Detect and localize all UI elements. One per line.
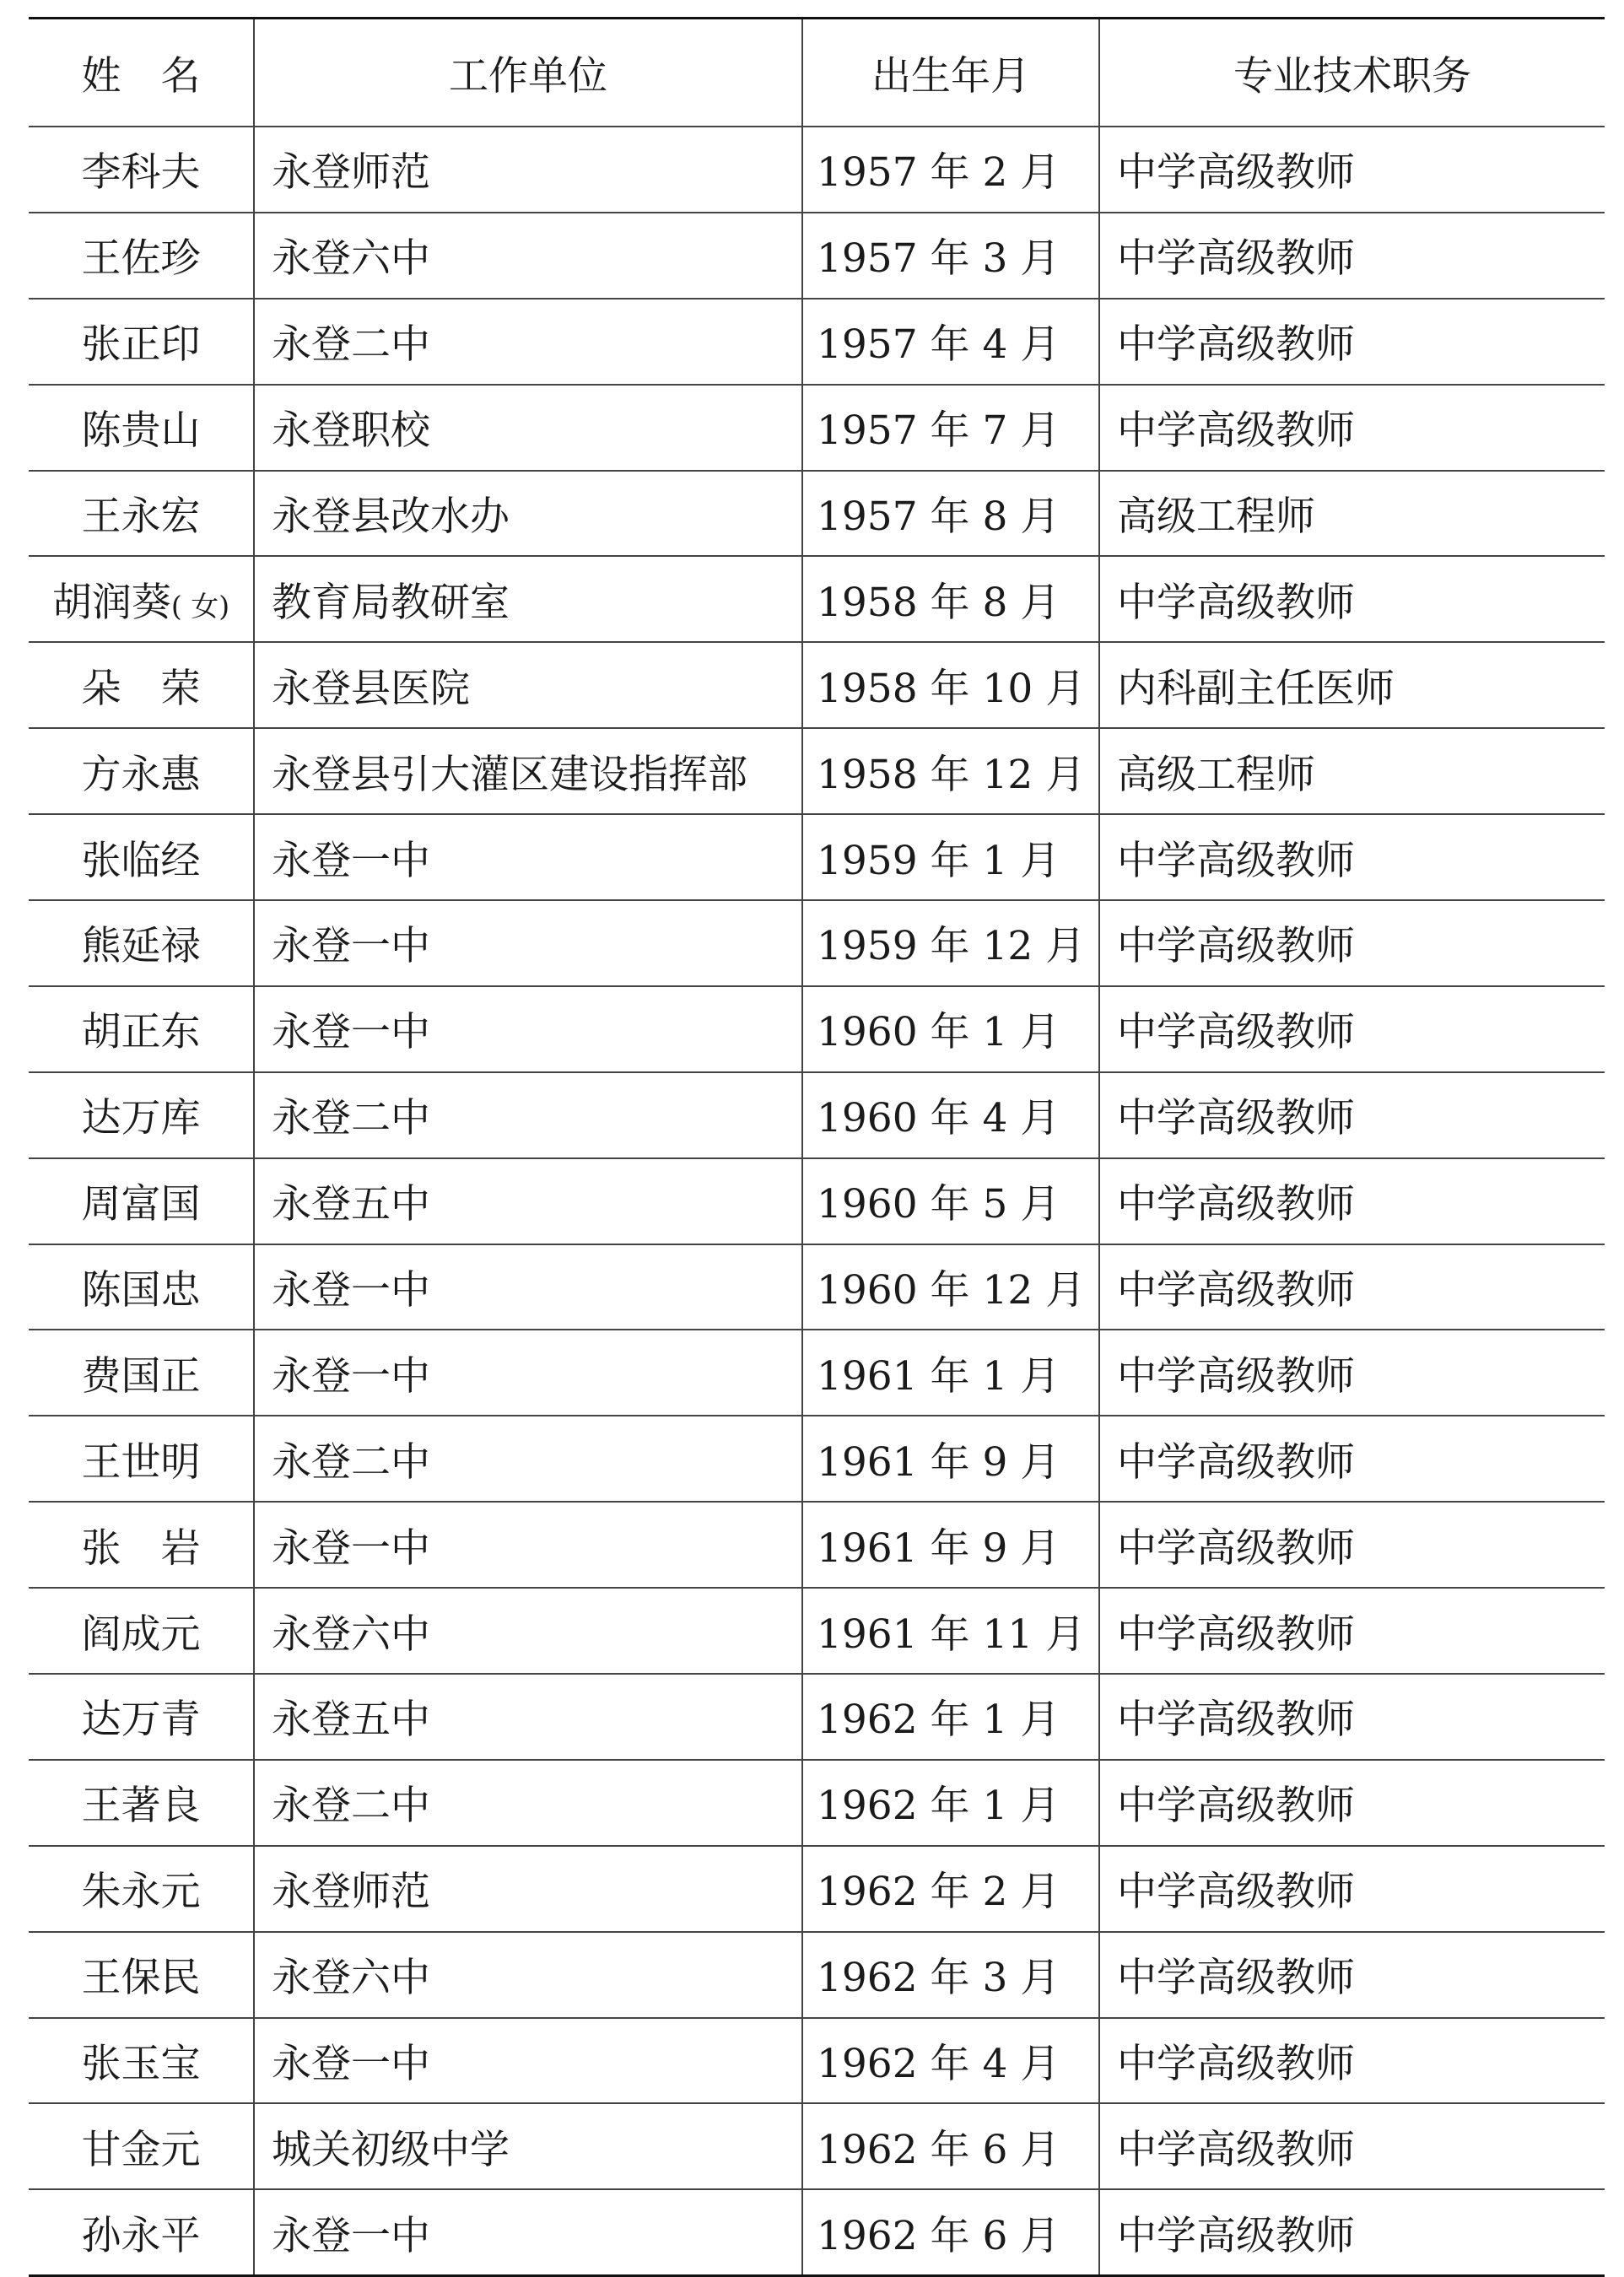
- person-name: 陈贵山: [81, 407, 201, 455]
- cell-birth-date: 1958 年 8 月: [802, 556, 1099, 642]
- cell-name: [29, 642, 254, 728]
- cell-name: [29, 1588, 254, 1674]
- cell-professional-title: 中学高级教师: [1099, 1846, 1605, 1932]
- cell-professional-title: 中学高级教师: [1099, 1072, 1605, 1158]
- table-row: [29, 986, 1605, 1072]
- cell-work-unit: 永登一中: [254, 2018, 802, 2104]
- cell-professional-title: 中学高级教师: [1099, 385, 1605, 471]
- table-row: [29, 213, 1605, 299]
- cell-name: [29, 2189, 254, 2275]
- cell-birth-date: 1957 年 7 月: [802, 385, 1099, 471]
- cell-name: [29, 1932, 254, 2018]
- cell-work-unit: 永登一中: [254, 1502, 802, 1588]
- cell-name: [29, 814, 254, 900]
- header-work-unit: 工作单位: [254, 19, 802, 127]
- cell-birth-date: 1957 年 3 月: [802, 213, 1099, 299]
- table-row: [29, 1588, 1605, 1674]
- cell-name: [29, 1244, 254, 1330]
- cell-birth-date: 1960 年 4 月: [802, 1072, 1099, 1158]
- cell-name: [29, 385, 254, 471]
- person-name: 王著良: [81, 1783, 201, 1830]
- table-row: [29, 1932, 1605, 2018]
- cell-birth-date: 1962 年 6 月: [802, 2189, 1099, 2275]
- person-name: 陈国忠: [81, 1267, 201, 1314]
- cell-name: [29, 986, 254, 1072]
- cell-work-unit: 永登一中: [254, 1244, 802, 1330]
- cell-name: [29, 728, 254, 814]
- person-name: 王保民: [81, 1955, 201, 2002]
- personnel-table: [29, 17, 1605, 2277]
- cell-name: [29, 471, 254, 557]
- cell-birth-date: 1960 年 1 月: [802, 986, 1099, 1072]
- cell-professional-title: 中学高级教师: [1099, 556, 1605, 642]
- cell-work-unit: 永登二中: [254, 1760, 802, 1846]
- cell-work-unit: 永登县医院: [254, 642, 802, 728]
- cell-professional-title: 中学高级教师: [1099, 1502, 1605, 1588]
- cell-professional-title: 中学高级教师: [1099, 900, 1605, 986]
- cell-professional-title: 中学高级教师: [1099, 986, 1605, 1072]
- cell-professional-title: 中学高级教师: [1099, 213, 1605, 299]
- cell-birth-date: 1960 年 12 月: [802, 1244, 1099, 1330]
- person-name: 朵 荣: [81, 665, 201, 712]
- cell-work-unit: 城关初级中学: [254, 2103, 802, 2189]
- cell-birth-date: 1962 年 3 月: [802, 1932, 1099, 2018]
- person-name: 方永惠: [81, 751, 201, 798]
- table-row: [29, 2103, 1605, 2189]
- person-name: 张玉宝: [81, 2041, 201, 2088]
- cell-work-unit: 永登五中: [254, 1158, 802, 1244]
- table-row: [29, 1072, 1605, 1158]
- cell-professional-title: 中学高级教师: [1099, 2103, 1605, 2189]
- person-name: 甘金元: [81, 2126, 201, 2173]
- person-name: 张 岩: [81, 1524, 201, 1572]
- table-row: [29, 1416, 1605, 1502]
- table-row: [29, 1502, 1605, 1588]
- cell-name: [29, 1846, 254, 1932]
- cell-birth-date: 1961 年 1 月: [802, 1330, 1099, 1416]
- table-row: [29, 385, 1605, 471]
- cell-work-unit: 教育局教研室: [254, 556, 802, 642]
- cell-professional-title: 中学高级教师: [1099, 1244, 1605, 1330]
- cell-name: [29, 1330, 254, 1416]
- cell-birth-date: 1962 年 6 月: [802, 2103, 1099, 2189]
- cell-work-unit: 永登二中: [254, 1072, 802, 1158]
- cell-birth-date: 1961 年 11 月: [802, 1588, 1099, 1674]
- cell-name: [29, 1158, 254, 1244]
- cell-name: [29, 213, 254, 299]
- cell-birth-date: 1962 年 4 月: [802, 2018, 1099, 2104]
- table-row: [29, 2018, 1605, 2104]
- table-row: [29, 642, 1605, 728]
- person-name: 张正印: [81, 321, 201, 369]
- table-row: [29, 1760, 1605, 1846]
- header-professional-title: 专业技术职务: [1099, 19, 1605, 127]
- cell-birth-date: 1962 年 1 月: [802, 1674, 1099, 1760]
- table-row: [29, 1244, 1605, 1330]
- person-name: 胡润葵: [51, 579, 171, 626]
- cell-birth-date: 1962 年 1 月: [802, 1760, 1099, 1846]
- cell-work-unit: 永登县引大灌区建设指挥部: [254, 728, 802, 814]
- cell-professional-title: 中学高级教师: [1099, 1158, 1605, 1244]
- person-name: 费国正: [81, 1352, 201, 1400]
- cell-professional-title: 中学高级教师: [1099, 814, 1605, 900]
- cell-birth-date: 1958 年 12 月: [802, 728, 1099, 814]
- table-row: [29, 728, 1605, 814]
- cell-work-unit: 永登六中: [254, 213, 802, 299]
- cell-name: [29, 2103, 254, 2189]
- table-row: [29, 556, 1605, 642]
- cell-professional-title: 中学高级教师: [1099, 1674, 1605, 1760]
- cell-name: [29, 1760, 254, 1846]
- person-name: 周富国: [81, 1181, 201, 1228]
- cell-work-unit: 永登六中: [254, 1588, 802, 1674]
- header-name: 姓 名: [29, 19, 254, 127]
- cell-professional-title: 中学高级教师: [1099, 1932, 1605, 2018]
- cell-work-unit: 永登一中: [254, 814, 802, 900]
- cell-work-unit: 永登一中: [254, 1330, 802, 1416]
- cell-name: [29, 299, 254, 385]
- cell-work-unit: 永登师范: [254, 1846, 802, 1932]
- cell-professional-title: 中学高级教师: [1099, 299, 1605, 385]
- person-name: 胡正东: [81, 1009, 201, 1056]
- person-name: 王世明: [81, 1438, 201, 1486]
- table-row: [29, 1330, 1605, 1416]
- cell-name: [29, 1416, 254, 1502]
- table-row: [29, 299, 1605, 385]
- person-name: 王永宏: [81, 494, 201, 540]
- cell-work-unit: 永登二中: [254, 1416, 802, 1502]
- header-birth-date: 出生年月: [802, 19, 1099, 127]
- person-name: 孙永平: [81, 2212, 201, 2259]
- header-row: [29, 19, 1605, 127]
- cell-birth-date: 1961 年 9 月: [802, 1502, 1099, 1588]
- table-row: [29, 1674, 1605, 1760]
- cell-name: [29, 1674, 254, 1760]
- cell-birth-date: 1957 年 2 月: [802, 127, 1099, 213]
- cell-name: [29, 127, 254, 213]
- table-row: [29, 127, 1605, 213]
- cell-birth-date: 1957 年 8 月: [802, 471, 1099, 557]
- table-row: [29, 2189, 1605, 2275]
- cell-work-unit: 永登五中: [254, 1674, 802, 1760]
- cell-name: [29, 556, 254, 642]
- gender-note: ( 女): [170, 589, 230, 623]
- table-row: [29, 1158, 1605, 1244]
- table-header: [29, 19, 1605, 127]
- cell-work-unit: 永登师范: [254, 127, 802, 213]
- cell-birth-date: 1957 年 4 月: [802, 299, 1099, 385]
- person-name: 李科夫: [81, 149, 201, 197]
- cell-professional-title: 中学高级教师: [1099, 2018, 1605, 2104]
- table-row: [29, 471, 1605, 557]
- person-name: 王佐珍: [81, 235, 201, 283]
- cell-work-unit: 永登职校: [254, 385, 802, 471]
- cell-birth-date: 1958 年 10 月: [802, 642, 1099, 728]
- table-row: [29, 814, 1605, 900]
- cell-work-unit: 永登一中: [254, 900, 802, 986]
- cell-professional-title: 中学高级教师: [1099, 1588, 1605, 1674]
- cell-birth-date: 1959 年 12 月: [802, 900, 1099, 986]
- cell-professional-title: 中学高级教师: [1099, 2189, 1605, 2275]
- table-row: [29, 900, 1605, 986]
- cell-work-unit: 永登二中: [254, 299, 802, 385]
- table-row: [29, 1846, 1605, 1932]
- cell-birth-date: 1959 年 1 月: [802, 814, 1099, 900]
- cell-work-unit: 永登六中: [254, 1932, 802, 2018]
- cell-birth-date: 1961 年 9 月: [802, 1416, 1099, 1502]
- cell-work-unit: 永登一中: [254, 986, 802, 1072]
- cell-professional-title: 高级工程师: [1099, 728, 1605, 814]
- person-name: 达万库: [81, 1095, 201, 1142]
- cell-birth-date: 1960 年 5 月: [802, 1158, 1099, 1244]
- cell-professional-title: 中学高级教师: [1099, 1760, 1605, 1846]
- person-name: 达万青: [81, 1697, 201, 1744]
- cell-work-unit: 永登县改水办: [254, 471, 802, 557]
- cell-professional-title: 高级工程师: [1099, 471, 1605, 557]
- person-name: 张临经: [81, 837, 201, 884]
- person-name: 熊延禄: [81, 923, 201, 970]
- cell-name: [29, 2018, 254, 2104]
- table-body: [29, 127, 1605, 2276]
- cell-work-unit: 永登一中: [254, 2189, 802, 2275]
- cell-name: [29, 900, 254, 986]
- cell-name: [29, 1502, 254, 1588]
- cell-name: [29, 1072, 254, 1158]
- cell-professional-title: 中学高级教师: [1099, 127, 1605, 213]
- cell-professional-title: 中学高级教师: [1099, 1416, 1605, 1502]
- cell-birth-date: 1962 年 2 月: [802, 1846, 1099, 1932]
- cell-professional-title: 中学高级教师: [1099, 1330, 1605, 1416]
- person-name: 朱永元: [81, 1869, 201, 1916]
- person-name: 阎成元: [81, 1611, 201, 1658]
- cell-professional-title: 内科副主任医师: [1099, 642, 1605, 728]
